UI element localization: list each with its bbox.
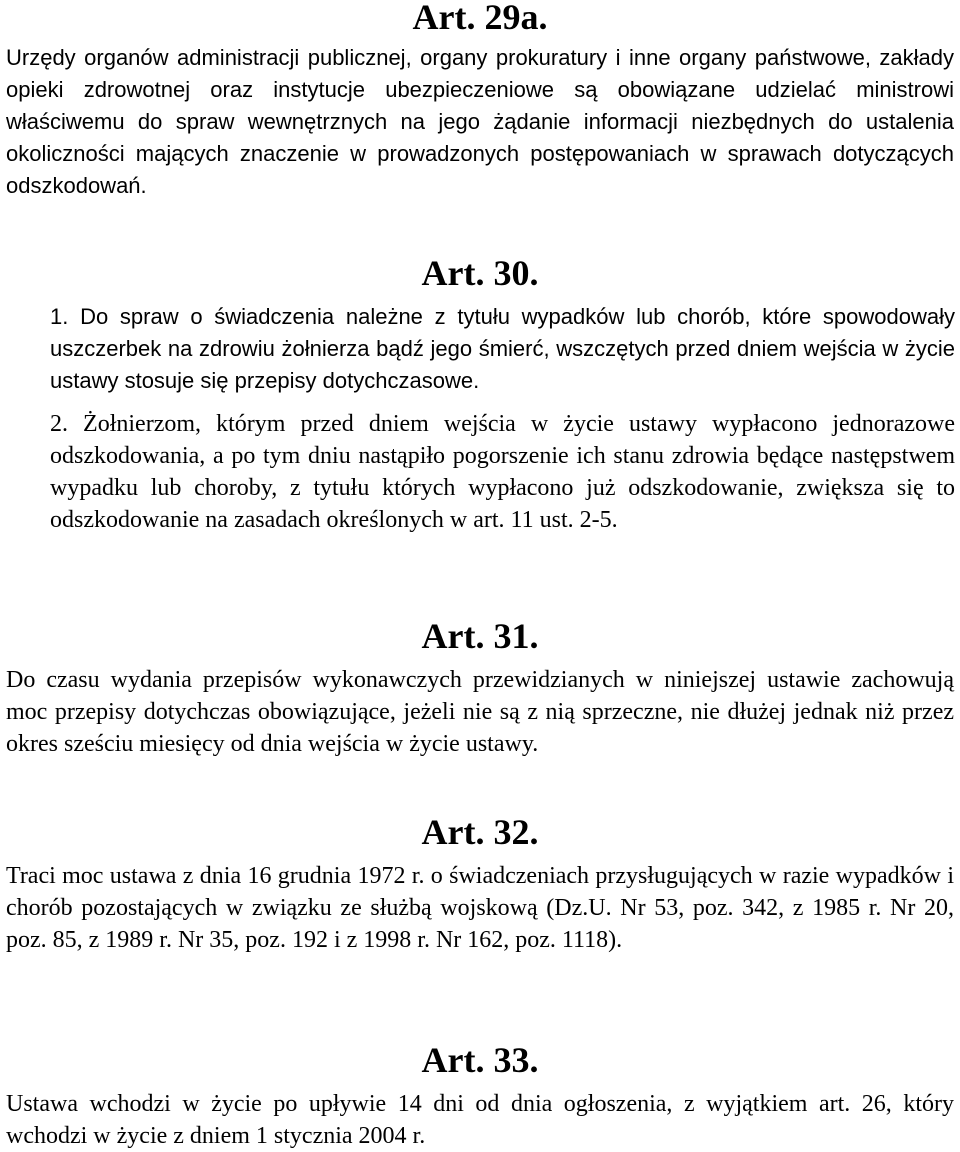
art-33-heading: Art. 33. [421,1040,539,1080]
art-29a-text: Urzędy organów administracji publicznej, organy prokuratury i inne organy państwowe, zakłady opieki zdrowotnej oraz instytucje ubezpieczeniowe są obowiązane udzielać ministrowi właściwemu do spraw wewnętrznych na jego żądanie informacji niezbędnych do ustalenia okoliczności mających znaczenie w prowadzonych postępowaniach w sprawach dotyczących odszkodowań. [6,45,954,198]
art-31-text: Do czasu wydania przepisów wykonawczych przewidzianych w niniejszej ustawie zachowują moc przepisy dotychczas obowiązujące, jeżeli nie są z nią sprzeczne, nie dłużej jednak niż przez okres sześciu miesięcy od dnia wejścia w życie ustawy. [6,667,954,757]
art-31-heading: Art. 31. [421,616,539,656]
art-29a-heading: Art. 29a. [412,0,548,37]
art-33-text: Ustawa wchodzi w życie po upływie 14 dni od dnia ogłoszenia, z wyjątkiem art. 26, który wchodzi w życie z dniem 1 stycznia 2004 r. [6,1091,954,1149]
art-32-text: Traci moc ustawa z dnia 16 grudnia 1972 r. o świadczeniach przysługujących w razie wypadków i chorób pozostających w związku ze służbą wojskową (Dz.U. Nr 53, poz. 342, z 1985 r. Nr 20, poz. 85, z 1989 r. Nr 35, poz. 192 i z 1998 r. Nr 162, poz. 1118). [6,863,954,953]
art-30-item-2: 2. Żołnierzom, którym przed dniem wejścia w życie ustawy wypłacono jednorazowe odszkodowania, a po tym dniu nastąpiło pogorszenie ich stanu zdrowia będące następstwem wypadku lub choroby, z tytułu których wypłacono już odszkodowanie, zwiększa się to odszkodowanie na zasadach określonych w art. 11 ust. 2-5. [50,411,955,533]
art-30-heading: Art. 30. [421,253,539,293]
art-30-item-1: 1. Do spraw o świadczenia należne z tytułu wypadków lub chorób, które spowodowały uszczerbek na zdrowiu żołnierza bądź jego śmierć, wszczętych przed dniem wejścia w życie ustawy stosuje się przepisy dotychczasowe. [50,304,955,393]
art-32-heading: Art. 32. [421,812,539,852]
